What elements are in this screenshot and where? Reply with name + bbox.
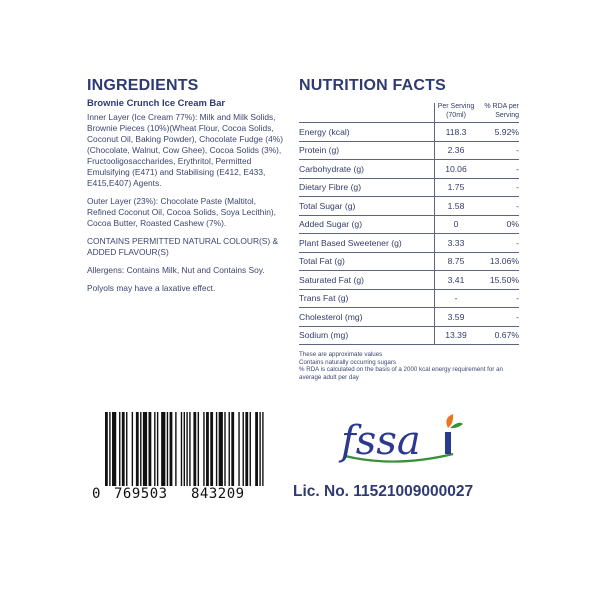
barcode-bar (206, 412, 209, 486)
nutrient-rda: - (477, 160, 519, 179)
barcode-bar (175, 412, 176, 486)
table-row (299, 326, 519, 345)
barcode-bar (229, 412, 230, 486)
barcode-bar (105, 412, 108, 486)
nutrient-rda: - (477, 234, 519, 253)
nutrient-label: Total Fat (g) (299, 252, 435, 271)
barcode-digits-left: 769503 (114, 486, 168, 502)
table-row (299, 160, 519, 179)
barcode-bar (112, 412, 116, 486)
barcode-bar (189, 412, 190, 486)
nutrient-label: Dietary Fibre (g) (299, 178, 435, 197)
note-rda: % RDA is calculated on the basis of a 2000 kcal energy requirement for an average adult per day (299, 366, 503, 381)
nutrient-value: 8.75 (435, 252, 478, 271)
nutrition-table (299, 103, 519, 345)
nutrition-title: NUTRITION FACTS (299, 77, 446, 94)
table-row (299, 215, 519, 234)
nutrient-label: Added Sugar (g) (299, 215, 435, 234)
allergens-text: Allergens: Contains Milk, Nut and Contains Soy. (87, 265, 265, 275)
table-row (299, 271, 519, 290)
nutrient-rda: 5.92% (477, 123, 519, 142)
barcode-bar (186, 412, 187, 486)
nutrition-section (299, 77, 519, 381)
barcode-bar (238, 412, 239, 486)
logo-i-stem (445, 432, 451, 454)
logo-wordmark: fssa (341, 418, 421, 464)
nutrient-value: 3.41 (435, 271, 478, 290)
nutrient-rda: - (477, 289, 519, 308)
fssai-logo (335, 410, 475, 480)
barcode-bar (154, 412, 155, 486)
nutrient-value: 1.75 (435, 178, 478, 197)
barcode-bar (243, 412, 244, 486)
barcode (105, 412, 265, 486)
nutrient-rda: - (477, 197, 519, 216)
ingredients-title: INGREDIENTS (87, 77, 199, 94)
nutrient-rda: 0.67% (477, 326, 519, 345)
colour-flavour-text: CONTAINS PERMITTED NATURAL COLOUR(S) & ADDED FLAVOUR(S) (87, 236, 279, 257)
product-name: Brownie Crunch Ice Cream Bar (87, 97, 226, 108)
nutrient-label: Total Sugar (g) (299, 197, 435, 216)
table-row (299, 289, 519, 308)
table-row (299, 308, 519, 327)
barcode-bar (167, 412, 168, 486)
barcode-bar (140, 412, 141, 486)
barcode-bar (143, 412, 147, 486)
barcode-bar (210, 412, 213, 486)
nutrient-value: 118.3 (435, 123, 478, 142)
nutrient-label: Trans Fat (g) (299, 289, 435, 308)
barcode-bar (109, 412, 110, 486)
nutrient-rda: 13.06% (477, 252, 519, 271)
barcode-digits-right: 843209 (191, 486, 245, 502)
barcode-bar (231, 412, 234, 486)
barcode-bar (203, 412, 204, 486)
leaf-icon (450, 423, 463, 429)
inner-layer-text: Inner Layer (Ice Cream 77%): Milk and Milk Solids, Brownie Pieces (10%)(Wheat Flour, Cocoa Solids, Coconut Oil, Baking Powder), Chocolate Fudge (4%)(Chocolate, Walnut, Cow Ghee), Cocoa Solids (3%), Fructooligosaccharides, Erythritol, Permitted Emulsifying (E471) and Stabilising (E412, E433, E415,E407) Agents. (87, 112, 283, 188)
barcode-bar (170, 412, 173, 486)
note-approx: These are approximate values (299, 351, 383, 358)
barcode-bar (262, 412, 263, 486)
nutrient-rda: - (477, 308, 519, 327)
barcode-bar (198, 412, 199, 486)
note-sugars: Contains naturally occurring sugars (299, 358, 396, 366)
barcode-bar (255, 412, 258, 486)
table-row (299, 197, 519, 216)
table-row (299, 252, 519, 271)
barcode-bar (136, 412, 139, 486)
nutrient-label: Plant Based Sweetener (g) (299, 234, 435, 253)
nutrient-value: 2.36 (435, 141, 478, 160)
barcode-bar (122, 412, 125, 486)
table-row (299, 178, 519, 197)
table-row (299, 141, 519, 160)
nutrient-value: 0 (435, 215, 478, 234)
barcode-bar (161, 412, 165, 486)
table-row (299, 234, 519, 253)
license-number: Lic. No. 11521009000027 (293, 483, 474, 500)
barcode-bar (224, 412, 225, 486)
barcode-bar (157, 412, 158, 486)
ingredients-section (87, 77, 287, 301)
barcode-bar (193, 412, 196, 486)
barcode-bar (132, 412, 133, 486)
nutrient-value: 3.33 (435, 234, 478, 253)
barcode-digit-first: 0 (92, 486, 101, 502)
outer-layer-text: Outer Layer (23%): Chocolate Paste (Maltitol, Refined Coconut Oil, Cocoa Solids, Soya Lecithin), Cocoa Butter, Roasted Cashew (7%). (87, 196, 277, 228)
nutrition-notes (299, 351, 519, 381)
nutrient-rda: 15.50% (477, 271, 519, 290)
nutrient-value: 13.39 (435, 326, 478, 345)
barcode-bar (119, 412, 120, 486)
nutrient-value: - (435, 289, 478, 308)
nutrient-header (299, 103, 435, 123)
barcode-bar (219, 412, 223, 486)
polyols-text: Polyols may have a laxative effect. (87, 283, 216, 293)
nutrient-rda: 0% (477, 215, 519, 234)
per-serving-header: Per Serving (70ml) (435, 103, 478, 123)
barcode-bar (181, 412, 182, 486)
barcode-bar (250, 412, 251, 486)
nutrient-label: Protein (g) (299, 141, 435, 160)
nutrient-label: Saturated Fat (g) (299, 271, 435, 290)
nutrient-label: Sodium (mg) (299, 326, 435, 345)
nutrient-rda: - (477, 141, 519, 160)
barcode-bar (245, 412, 248, 486)
table-row (299, 123, 519, 142)
nutrient-value: 3.59 (435, 308, 478, 327)
nutrient-value: 1.58 (435, 197, 478, 216)
barcode-bar (126, 412, 127, 486)
nutrient-label: Carbohydrate (g) (299, 160, 435, 179)
nutrient-rda: - (477, 178, 519, 197)
rda-header: % RDA per Serving (484, 103, 519, 119)
barcode-bar (184, 412, 185, 486)
barcode-bar (149, 412, 152, 486)
barcode-bar (259, 412, 260, 486)
nutrient-label: Cholesterol (mg) (299, 308, 435, 327)
barcode-bar (216, 412, 217, 486)
nutrient-label: Energy (kcal) (299, 123, 435, 142)
leaf-icon (446, 414, 453, 428)
nutrient-value: 10.06 (435, 160, 478, 179)
